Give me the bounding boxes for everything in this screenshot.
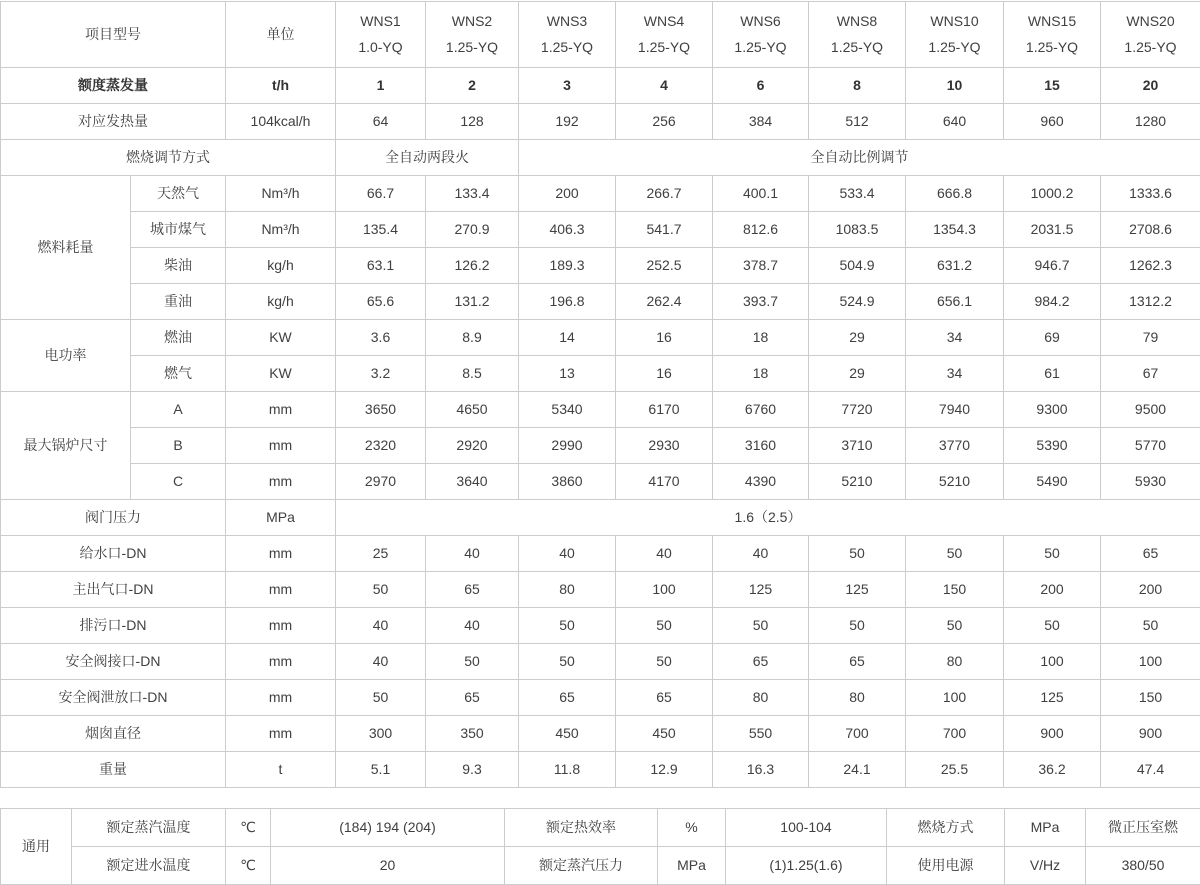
table-cell: 50 — [336, 572, 426, 608]
table-cell: MPa — [226, 500, 336, 536]
table-gap — [0, 788, 1200, 808]
table-cell: 微正压室燃 — [1086, 809, 1200, 847]
sub-label-oil-fired: 燃油 — [131, 320, 226, 356]
table-cell: mm — [226, 608, 336, 644]
table-cell: 5770 — [1101, 428, 1200, 464]
table-cell: 65 — [426, 572, 519, 608]
table-row — [1, 68, 1200, 104]
row-label-chimney-diameter: 烟囱直径 — [1, 716, 226, 752]
table-cell: 4390 — [713, 464, 809, 500]
table-cell: 1262.3 — [1101, 248, 1200, 284]
table-cell: 8.5 — [426, 356, 519, 392]
table-cell: 8 — [809, 68, 906, 104]
label-power-supply: 使用电源 — [887, 847, 1005, 885]
table-cell: 266.7 — [616, 176, 713, 212]
table-row — [1, 140, 1200, 176]
table-row — [1, 680, 1200, 716]
table-cell: 200 — [1004, 572, 1101, 608]
sub-label-diesel: 柴油 — [131, 248, 226, 284]
table-cell: 5.1 — [336, 752, 426, 788]
table-cell: 541.7 — [616, 212, 713, 248]
table-cell: 100 — [1101, 644, 1200, 680]
table-cell: (1)1.25(1.6) — [726, 847, 887, 885]
table-cell: 5340 — [519, 392, 616, 428]
table-cell: 11.8 — [519, 752, 616, 788]
table-cell: 1312.2 — [1101, 284, 1200, 320]
table-cell: 380/50 — [1086, 847, 1200, 885]
table-cell: 2970 — [336, 464, 426, 500]
table-cell: 全自动两段火 — [336, 140, 519, 176]
table-cell: 50 — [1004, 536, 1101, 572]
table-cell: 1280 — [1101, 104, 1200, 140]
table-row — [1, 428, 1200, 464]
table-cell: 550 — [713, 716, 809, 752]
table-cell: 66.7 — [336, 176, 426, 212]
table-cell: 133.4 — [426, 176, 519, 212]
table-cell: 350 — [426, 716, 519, 752]
table-cell: 50 — [519, 644, 616, 680]
table-cell: 15 — [1004, 68, 1101, 104]
table-cell: t/h — [226, 68, 336, 104]
table-cell: 9300 — [1004, 392, 1101, 428]
table-row — [1, 284, 1200, 320]
table-cell: 812.6 — [713, 212, 809, 248]
table-cell: 6760 — [713, 392, 809, 428]
model-header: WNS2 1.25-YQ — [426, 2, 519, 68]
row-label-rated-evaporation: 额度蒸发量 — [1, 68, 226, 104]
table-cell: mm — [226, 680, 336, 716]
table-cell: 1 — [336, 68, 426, 104]
table-cell: 6 — [713, 68, 809, 104]
table-cell: 504.9 — [809, 248, 906, 284]
table-cell: 192 — [519, 104, 616, 140]
table-cell: 65 — [809, 644, 906, 680]
table-cell: 36.2 — [1004, 752, 1101, 788]
table-cell: 20 — [271, 847, 505, 885]
table-row — [1, 104, 1200, 140]
table-cell: 16 — [616, 320, 713, 356]
table-cell: 131.2 — [426, 284, 519, 320]
table-cell: 2930 — [616, 428, 713, 464]
table-cell: 50 — [906, 608, 1004, 644]
table-cell: ℃ — [226, 847, 271, 885]
table-cell: 2708.6 — [1101, 212, 1200, 248]
table-cell: 450 — [519, 716, 616, 752]
table-cell: MPa — [1005, 809, 1086, 847]
table-row — [1, 847, 1200, 885]
table-cell: 100 — [906, 680, 1004, 716]
table-cell: mm — [226, 428, 336, 464]
table-cell: 2320 — [336, 428, 426, 464]
table-cell: t — [226, 752, 336, 788]
table-row — [1, 536, 1200, 572]
table-cell: 25 — [336, 536, 426, 572]
model-header: WNS15 1.25-YQ — [1004, 2, 1101, 68]
table-cell: 2 — [426, 68, 519, 104]
model-header: WNS8 1.25-YQ — [809, 2, 906, 68]
table-row — [1, 248, 1200, 284]
table-cell: 24.1 — [809, 752, 906, 788]
label-rated-thermal-efficiency: 额定热效率 — [505, 809, 658, 847]
table-cell: 6170 — [616, 392, 713, 428]
table-cell: mm — [226, 644, 336, 680]
table-cell: 100 — [616, 572, 713, 608]
table-cell: 5210 — [809, 464, 906, 500]
table-cell: 150 — [906, 572, 1004, 608]
table-cell: 3710 — [809, 428, 906, 464]
table-row — [1, 212, 1200, 248]
table-cell: V/Hz — [1005, 847, 1086, 885]
label-rated-feedwater-temp: 额定进水温度 — [72, 847, 226, 885]
table-row — [1, 644, 1200, 680]
table-cell: 4170 — [616, 464, 713, 500]
table-cell: 40 — [336, 608, 426, 644]
row-label-electric-power: 电功率 — [1, 320, 131, 392]
col-header-unit: 单位 — [226, 2, 336, 68]
table-row — [1, 500, 1200, 536]
table-cell: 16.3 — [713, 752, 809, 788]
table-cell: 3860 — [519, 464, 616, 500]
table-cell: 7720 — [809, 392, 906, 428]
label-rated-steam-pressure: 额定蒸汽压力 — [505, 847, 658, 885]
table-cell: ℃ — [226, 809, 271, 847]
table-cell: kg/h — [226, 248, 336, 284]
table-cell: 29 — [809, 356, 906, 392]
table-cell: 50 — [809, 608, 906, 644]
table-cell: 50 — [616, 644, 713, 680]
table-cell: KW — [226, 320, 336, 356]
row-label-general: 通用 — [1, 809, 72, 885]
table-row — [1, 752, 1200, 788]
table-cell: 150 — [1101, 680, 1200, 716]
table-cell: 2990 — [519, 428, 616, 464]
sub-label-gas-fired: 燃气 — [131, 356, 226, 392]
table-cell: 40 — [713, 536, 809, 572]
table-cell: 65 — [616, 680, 713, 716]
sub-label-city-gas: 城市煤气 — [131, 212, 226, 248]
table-row — [1, 2, 1200, 68]
main-spec-table — [0, 1, 1200, 788]
table-cell: 80 — [519, 572, 616, 608]
table-cell: 900 — [1004, 716, 1101, 752]
table-cell: 125 — [809, 572, 906, 608]
table-cell: 50 — [809, 536, 906, 572]
model-header: WNS6 1.25-YQ — [713, 2, 809, 68]
table-cell: 3770 — [906, 428, 1004, 464]
table-cell: 50 — [616, 608, 713, 644]
table-cell: 200 — [519, 176, 616, 212]
table-cell: mm — [226, 392, 336, 428]
table-cell: 7940 — [906, 392, 1004, 428]
table-row — [1, 716, 1200, 752]
table-cell: 18 — [713, 356, 809, 392]
table-cell: mm — [226, 464, 336, 500]
table-cell: 40 — [336, 644, 426, 680]
table-row — [1, 809, 1200, 847]
table-cell: 100 — [1004, 644, 1101, 680]
table-cell: 40 — [426, 608, 519, 644]
table-cell: 65 — [713, 644, 809, 680]
table-cell: 全自动比例调节 — [519, 140, 1200, 176]
model-header: WNS10 1.25-YQ — [906, 2, 1004, 68]
table-cell: (184) 194 (204) — [271, 809, 505, 847]
table-cell: KW — [226, 356, 336, 392]
table-cell: 524.9 — [809, 284, 906, 320]
model-header: WNS20 1.25-YQ — [1101, 2, 1200, 68]
table-cell: 300 — [336, 716, 426, 752]
table-cell: 79 — [1101, 320, 1200, 356]
table-cell: 400.1 — [713, 176, 809, 212]
table-cell: 5390 — [1004, 428, 1101, 464]
table-cell: 8.9 — [426, 320, 519, 356]
table-cell: 1354.3 — [906, 212, 1004, 248]
model-header: WNS4 1.25-YQ — [616, 2, 713, 68]
table-cell: 2920 — [426, 428, 519, 464]
table-cell: 50 — [1004, 608, 1101, 644]
table-row — [1, 320, 1200, 356]
table-cell: 50 — [426, 644, 519, 680]
table-cell: MPa — [658, 847, 726, 885]
table-cell: mm — [226, 572, 336, 608]
model-header: WNS1 1.0-YQ — [336, 2, 426, 68]
table-cell: 3650 — [336, 392, 426, 428]
table-cell: 5930 — [1101, 464, 1200, 500]
table-cell: 5490 — [1004, 464, 1101, 500]
table-row — [1, 392, 1200, 428]
table-cell: 34 — [906, 356, 1004, 392]
table-cell: 384 — [713, 104, 809, 140]
table-cell: 34 — [906, 320, 1004, 356]
table-cell: 200 — [1101, 572, 1200, 608]
row-label-fuel-consumption: 燃料耗量 — [1, 176, 131, 320]
table-cell: 64 — [336, 104, 426, 140]
table-cell: kg/h — [226, 284, 336, 320]
table-cell: 65 — [426, 680, 519, 716]
table-cell: 80 — [906, 644, 1004, 680]
table-cell: 5210 — [906, 464, 1004, 500]
table-cell: 631.2 — [906, 248, 1004, 284]
table-cell: 61 — [1004, 356, 1101, 392]
table-cell: mm — [226, 716, 336, 752]
table-cell: 80 — [809, 680, 906, 716]
table-cell: 128 — [426, 104, 519, 140]
table-cell: 640 — [906, 104, 1004, 140]
table-cell: 9500 — [1101, 392, 1200, 428]
sub-label-dim-b: B — [131, 428, 226, 464]
table-cell: 984.2 — [1004, 284, 1101, 320]
table-cell: mm — [226, 536, 336, 572]
table-cell: 378.7 — [713, 248, 809, 284]
table-cell: 252.5 — [616, 248, 713, 284]
table-cell: 3 — [519, 68, 616, 104]
table-cell: 700 — [906, 716, 1004, 752]
table-cell: 65 — [519, 680, 616, 716]
table-cell: 25.5 — [906, 752, 1004, 788]
row-label-max-boiler-size: 最大锅炉尺寸 — [1, 392, 131, 500]
row-label-main-steam-outlet: 主出气口-DN — [1, 572, 226, 608]
table-row — [1, 608, 1200, 644]
table-cell: 13 — [519, 356, 616, 392]
table-cell: 3.2 — [336, 356, 426, 392]
table-cell: 1083.5 — [809, 212, 906, 248]
table-cell: Nm³/h — [226, 212, 336, 248]
table-cell: 29 — [809, 320, 906, 356]
table-cell: % — [658, 809, 726, 847]
table-cell: 196.8 — [519, 284, 616, 320]
table-cell: 9.3 — [426, 752, 519, 788]
table-cell: 125 — [1004, 680, 1101, 716]
table-cell: 406.3 — [519, 212, 616, 248]
table-cell: 656.1 — [906, 284, 1004, 320]
row-label-safety-valve-port: 安全阀接口-DN — [1, 644, 226, 680]
row-label-feedwater-port: 给水口-DN — [1, 536, 226, 572]
table-cell: 14 — [519, 320, 616, 356]
table-cell: 40 — [616, 536, 713, 572]
table-cell: 262.4 — [616, 284, 713, 320]
table-cell: 65 — [1101, 536, 1200, 572]
table-cell: 50 — [336, 680, 426, 716]
table-cell: 40 — [519, 536, 616, 572]
label-combustion-mode: 燃烧方式 — [887, 809, 1005, 847]
table-cell: 666.8 — [906, 176, 1004, 212]
table-cell: 393.7 — [713, 284, 809, 320]
table-cell: 1333.6 — [1101, 176, 1200, 212]
col-header-item-model: 项目型号 — [1, 2, 226, 68]
table-cell: 4650 — [426, 392, 519, 428]
table-cell: 50 — [519, 608, 616, 644]
table-row — [1, 572, 1200, 608]
row-label-valve-pressure: 阀门压力 — [1, 500, 226, 536]
sub-label-dim-a: A — [131, 392, 226, 428]
table-cell: 900 — [1101, 716, 1200, 752]
table-cell: 12.9 — [616, 752, 713, 788]
table-cell: 3.6 — [336, 320, 426, 356]
general-spec-table — [0, 808, 1200, 885]
table-row — [1, 176, 1200, 212]
table-cell: 63.1 — [336, 248, 426, 284]
table-cell: 100-104 — [726, 809, 887, 847]
table-cell: Nm³/h — [226, 176, 336, 212]
table-cell: 125 — [713, 572, 809, 608]
sub-label-natural-gas: 天然气 — [131, 176, 226, 212]
sub-label-heavy-oil: 重油 — [131, 284, 226, 320]
table-cell: 16 — [616, 356, 713, 392]
table-cell: 47.4 — [1101, 752, 1200, 788]
row-label-combustion-regulation: 燃烧调节方式 — [1, 140, 336, 176]
table-cell: 126.2 — [426, 248, 519, 284]
row-label-weight: 重量 — [1, 752, 226, 788]
table-cell: 533.4 — [809, 176, 906, 212]
table-cell: 3160 — [713, 428, 809, 464]
table-cell: 20 — [1101, 68, 1200, 104]
table-row — [1, 356, 1200, 392]
table-cell: 946.7 — [1004, 248, 1101, 284]
table-cell: 10 — [906, 68, 1004, 104]
table-cell: 256 — [616, 104, 713, 140]
table-row — [1, 464, 1200, 500]
table-cell: 189.3 — [519, 248, 616, 284]
table-cell: 104kcal/h — [226, 104, 336, 140]
table-cell: 1000.2 — [1004, 176, 1101, 212]
table-cell: 3640 — [426, 464, 519, 500]
table-cell: 80 — [713, 680, 809, 716]
row-label-safety-valve-discharge: 安全阀泄放口-DN — [1, 680, 226, 716]
model-header: WNS3 1.25-YQ — [519, 2, 616, 68]
table-cell: 18 — [713, 320, 809, 356]
sub-label-dim-c: C — [131, 464, 226, 500]
table-cell: 50 — [906, 536, 1004, 572]
table-cell: 50 — [1101, 608, 1200, 644]
table-cell: 40 — [426, 536, 519, 572]
table-cell: 2031.5 — [1004, 212, 1101, 248]
table-cell: 4 — [616, 68, 713, 104]
row-label-blowdown-port: 排污口-DN — [1, 608, 226, 644]
table-cell: 270.9 — [426, 212, 519, 248]
table-cell: 512 — [809, 104, 906, 140]
table-cell: 50 — [713, 608, 809, 644]
table-cell: 65.6 — [336, 284, 426, 320]
table-cell: 135.4 — [336, 212, 426, 248]
table-cell: 960 — [1004, 104, 1101, 140]
table-cell: 1.6（2.5） — [336, 500, 1200, 536]
table-cell: 700 — [809, 716, 906, 752]
label-rated-steam-temp: 额定蒸汽温度 — [72, 809, 226, 847]
table-cell: 67 — [1101, 356, 1200, 392]
table-cell: 450 — [616, 716, 713, 752]
table-cell: 69 — [1004, 320, 1101, 356]
row-label-heat-output: 对应发热量 — [1, 104, 226, 140]
